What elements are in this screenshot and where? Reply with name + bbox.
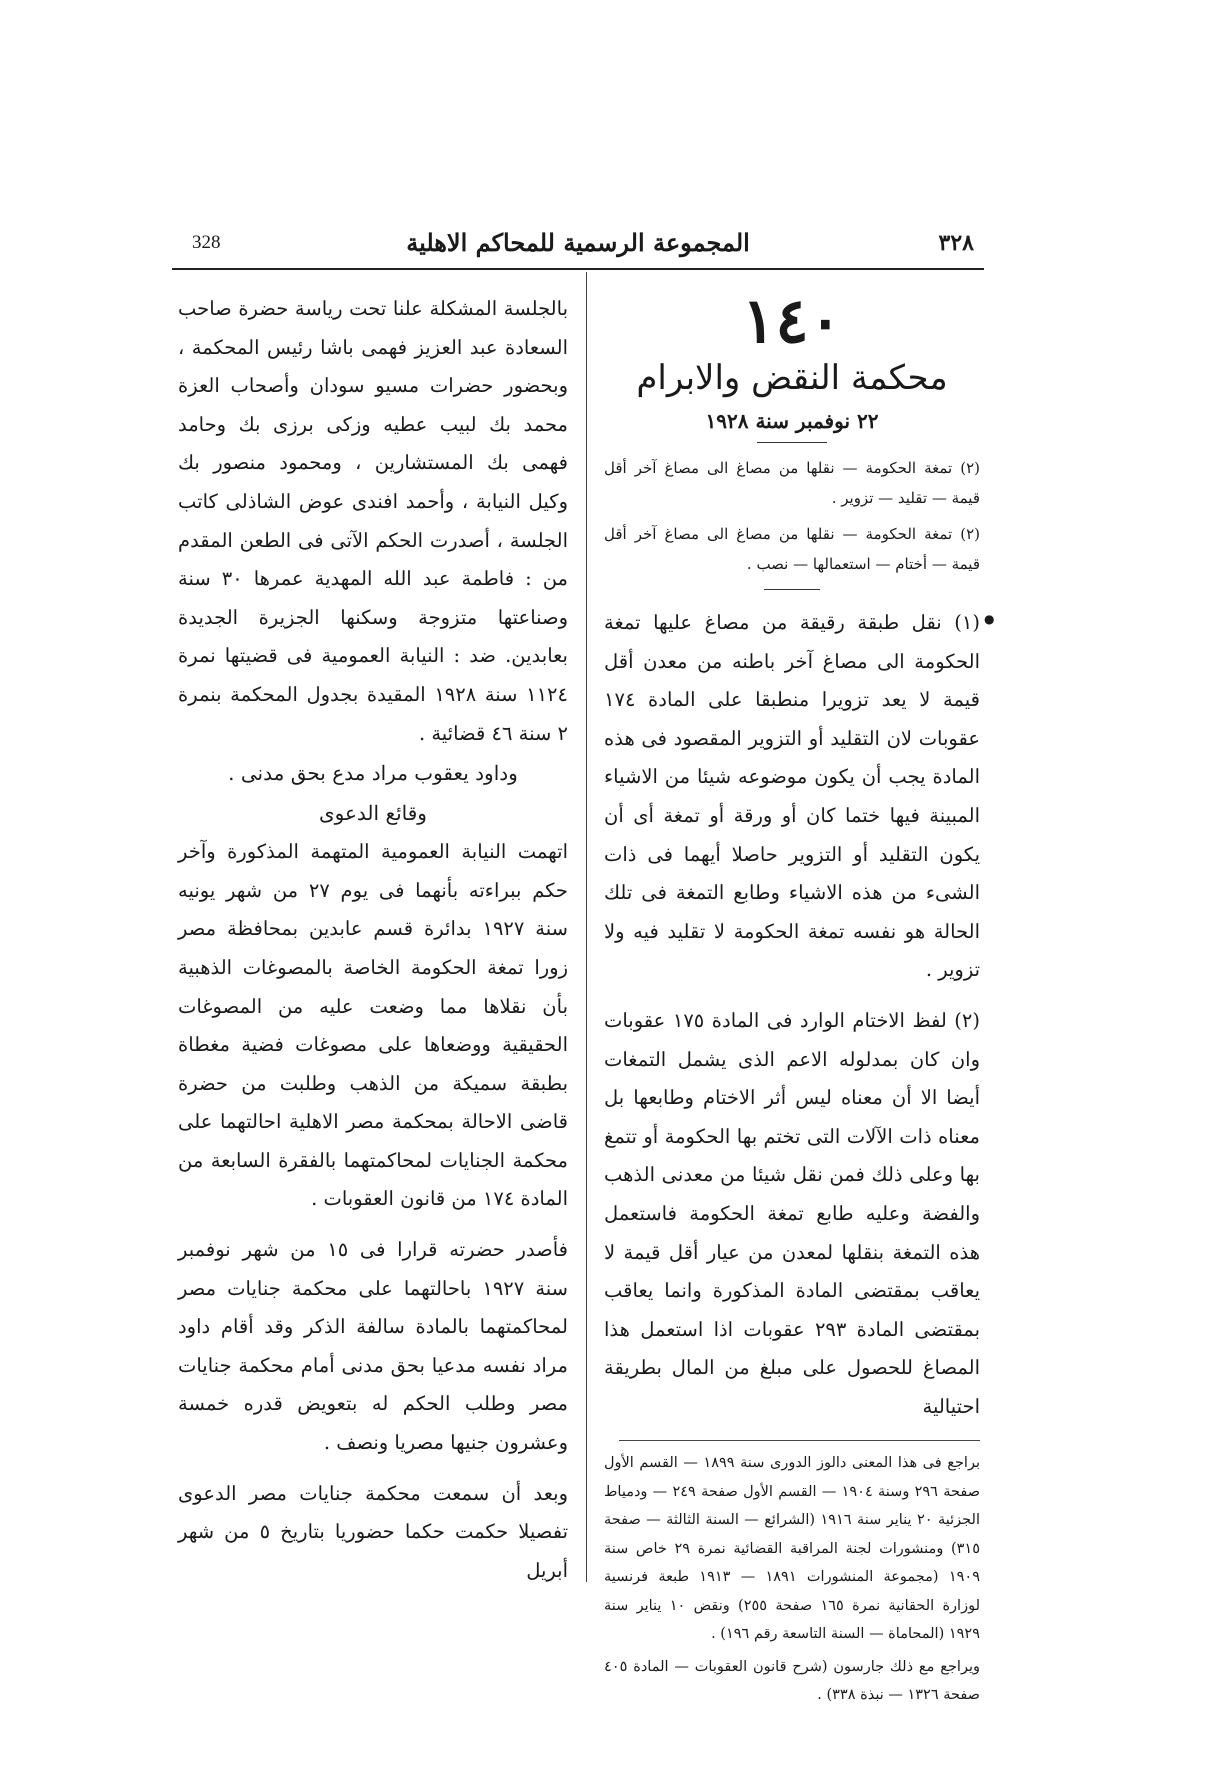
facts-heading: وقائع الدعوى xyxy=(319,801,427,826)
headnote: (٢) تمغة الحكومة — نقلها من مصاغ الى مصاغ آخر أقل قيمة — تقليد — تزوير . xyxy=(604,459,980,507)
column-divider xyxy=(586,272,587,1582)
case-number: ١٤٠ xyxy=(742,284,842,357)
page-number-arabic: ٣٢٨ xyxy=(938,230,974,256)
court-name: محكمة النقض والابرام xyxy=(636,358,948,398)
right-column xyxy=(604,284,981,1710)
title-rule xyxy=(757,442,827,443)
footnote: ويراجع مع ذلك جارسون (شرح قانون العقوبات — المادة ٤٠٥ صفحة ١٣٢٦ — نبذة ٣٣٨) . xyxy=(604,1658,980,1704)
headnote: (٢) تمغة الحكومة — نقلها من مصاغ الى مصاغ آخر أقل قيمة — أختام — استعمالها — نصب . xyxy=(604,525,980,573)
facts-paragraph: اتهمت النيابة العمومية المتهمة المذكورة وآخر حكم ببراءته بأنهما فى يوم ٢٧ من شهر يونيه سنة ١٩٢٧ بدائرة قسم عابدين بمحافظة مصر زورا تمغة الحكومة الخاصة بالمصوغات الذهبية بأن نقلاها مما وضعت عليه من المصوغات الحقيقية ووضعاها على مصوغات فضية مغطاة بطبقة سميكة من الذهب وطلبت من حضرة قاضى الاحالة بمحكمة مصر الاهلية احالتهما على محكمة الجنايات لمحاكمتهما بالفقرة السابعة من المادة ١٧٤ من قانون العقوبات . xyxy=(178,840,568,1211)
page-number-latin: 328 xyxy=(192,232,221,253)
journal-title: المجموعة الرسمية للمحاكم الاهلية xyxy=(406,228,750,257)
ruling-paragraph: وبعد أن سمعت محكمة جنايات مصر الدعوى تفصيلا حكمت حكما حضوريا بتاريخ ٥ من شهر أبريل xyxy=(178,1481,568,1582)
civil-party-line: وداود يعقوب مراد مدع بحق مدنى . xyxy=(228,761,518,786)
referral-paragraph: فأصدر حضرته قرارا فى ١٥ من شهر نوفمبر سنة ١٩٢٧ باحالتهما على محكمة جنايات مصر لمحاكمتهما بالمادة سالفة الذكر وقد أقام داود مراد نفسه مدعيا بحق مدنى أمام محكمة جنايات مصر وطلب الحكم له بتعويض قدره خمسة وعشرون جنيها مصريا ونصف . xyxy=(178,1238,568,1455)
footnotes-rule xyxy=(619,1440,980,1441)
footnote: براجع فى هذا المعنى دالوز الدورى سنة ١٨٩٩ — القسم الأول صفحة ٢٩٦ وسنة ١٩٠٤ — القسم الأول صفحة ٢٤٩ — ودمياط الجزئية ٢٠ يناير سنة ١٩١٦ (الشرائع — السنة الثالثة — صفحة ٣١٥) ومنشورات لجنة المراقبة القضائية نمرة ٢٩ خاص سنة ١٩٠٩ (مجموعة المنشورات ١٨٩١ — ١٩١٣ طبعة فرنسية لوزارة الحقانية نمرة ١٦٥ صفحة ٢٥٥) ونقض ١٠ يناير سنة ١٩٢٩ (المحاماة — السنة التاسعة رقم ١٩٦) . xyxy=(604,1455,981,1643)
principle-paragraph: (١) نقل طبقة رقيقة من مصاغ عليها تمغة الحكومة الى مصاغ آخر باطنه من معدن أقل قيمة لا يعد تزويرا منطبقا على المادة ١٧٤ عقوبات لان التقليد أو التزوير المقصود فى هذه المادة يجب أن يكون موضوعه شيئا من الاشياء المبينة فيها ختما كان أو ورقة أو تمغة أى أن يكون التقليد أو التزوير حاصلا أيهما فى ذات الشىء من هذه الاشياء وطابع التمغة فى تلك الحالة هو نفسه تمغة الحكومة لا تقليد فيه ولا تزوير . xyxy=(604,611,980,982)
session-intro: بالجلسة المشكلة علنا تحت رياسة حضرة صاحب السعادة عبد العزيز فهمى باشا رئيس المحكمة ، وبحضور حضرات مسيو سودان وأصحاب العزة محمد بك لبيب عطيه وزكى برزى بك وحامد فهمى بك المستشارين ، ومحمود منصور بك وكيل النيابة ، وأحمد افندى عوض الشاذلى كاتب الجلسة ، أصدرت الحكم الآتى فى الطعن المقدم من : فاطمة عبد الله المهدية عمرها ٣٠ سنة وصناعتها متزوجة وسكنها الجزيرة الجديدة بعابدين. ضد : النيابة العمومية فى قضيتها نمرة ١١٢٤ سنة ١٩٢٨ المقيدة بجدول المحكمة بنمرة ٢ سنة ٤٦ قضائية . xyxy=(178,297,569,745)
headnote-rule xyxy=(764,589,820,590)
left-column xyxy=(178,290,568,1590)
header-rule xyxy=(172,268,984,270)
bullet-icon: ● xyxy=(984,612,995,626)
page-header xyxy=(172,228,984,266)
case-date: ٢٢ نوفمبر سنة ١٩٢٨ xyxy=(705,409,879,433)
principle-paragraph: (٢) لفظ الاختام الوارد فى المادة ١٧٥ عقوبات وان كان بمدلوله الاعم الذى يشمل التمغات أيضا الا أن معناه ليس أثر الاختام وطابعها بل معناه ذات الآلات التى تختم بها الحكومة أو تتمغ بها وعلى ذلك فمن نقل شيئا من معدنى الذهب والفضة وعليه طابع تمغة الحكومة فاستعمل هذه التمغة بنقلها لمعدن من عيار أقل قيمة لا يعاقب بمقتضى المادة المذكورة وانما يعاقب بمقتضى المادة ٢٩٣ عقوبات اذا استعمل هذا المصاغ للحصول على مبلغ من المال بطريقة احتيالية xyxy=(604,1008,981,1418)
